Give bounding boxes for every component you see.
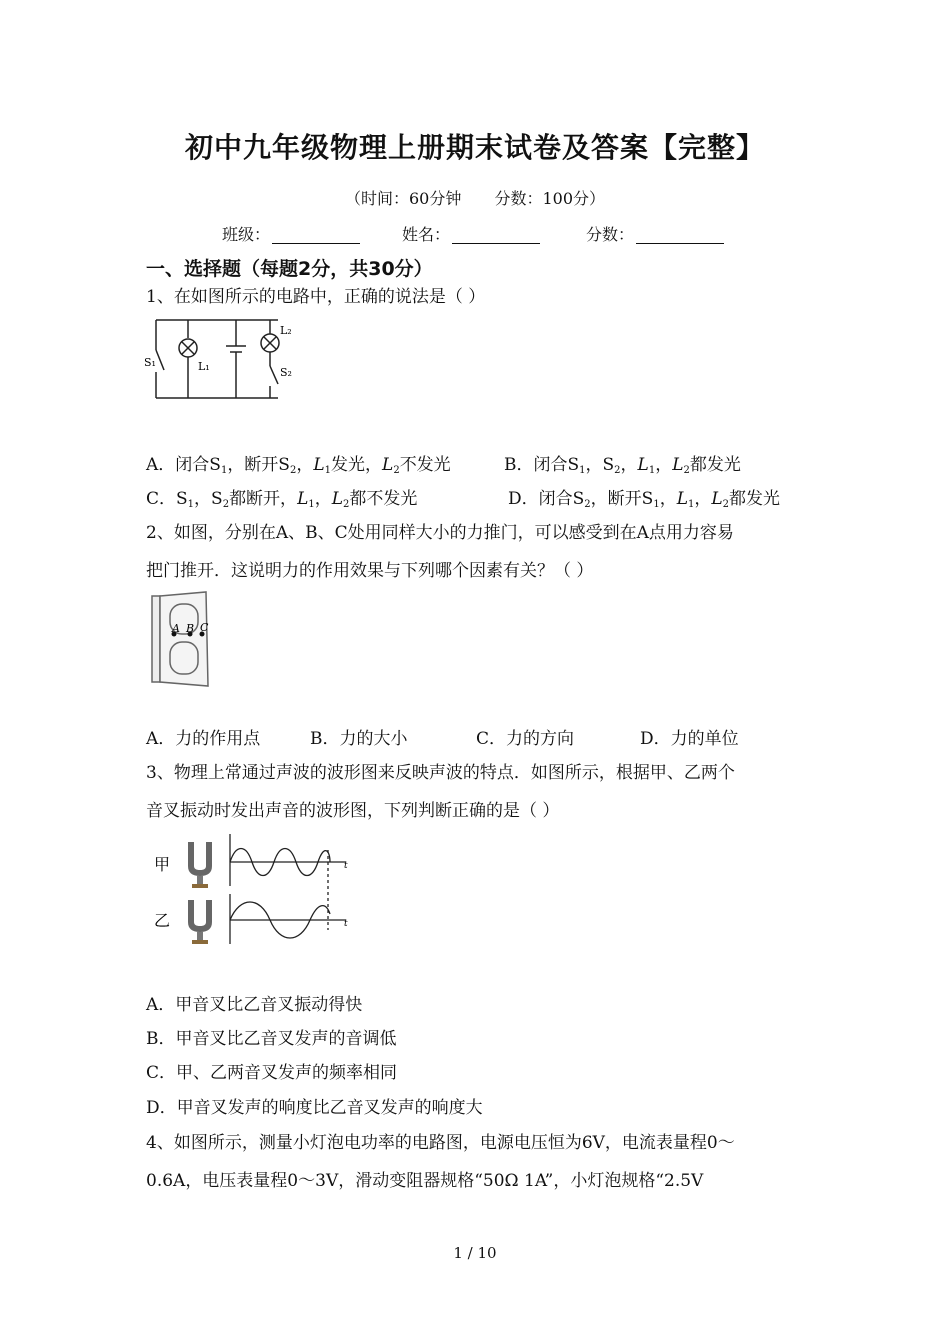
q4-stem-line1: 4、如图所示，测量小灯泡电功率的电路图，电源电压恒为6V，电流表量程0～ [146,1133,735,1153]
tuning-fork-icon [188,900,212,944]
q2-fig-b: B [186,622,195,635]
q3-fig-t2: t [344,919,348,929]
q3-option-c: C．甲、乙两音叉发声的频率相同 [146,1063,398,1083]
q3-option-a: A．甲音叉比乙音叉振动得快 [146,995,363,1015]
q2-fig-a: A [172,622,180,635]
exam-time: （时间：60分钟 [344,189,462,208]
q3-waveform-figure [150,830,360,950]
q1-option-b: B．闭合$S_1$，$S_2$，$L_1$，$L_2$都发光 [504,455,741,476]
q2-stem-line1: 2、如图，分别在A、B、C处用同样大小的力推门，可以感受到在A点用力容易 [146,523,734,543]
q1-fig-s2: S₂ [280,366,292,379]
score-blank [636,227,724,244]
score-label: 分数： [586,225,635,244]
q2-option-c: C．力的方向 [476,729,575,749]
exam-meta [0,186,950,209]
exam-score: 分数：100分） [494,189,605,208]
q2-fig-c: C [200,621,209,634]
q1-circuit-diagram [142,314,302,412]
class-label: 班级： [222,225,271,244]
q3-fig-yi: 乙 [154,911,171,930]
q3-stem-line2: 音叉振动时发出声音的波形图，下列判断正确的是（ ） [146,801,560,821]
q2-door-figure [148,590,218,690]
q1-option-d: D．闭合$S_2$，断开$S_1$，$L_1$，$L_2$都发光 [508,489,781,510]
q2-stem-line2: 把门推开．这说明力的作用效果与下列哪个因素有关？（ ） [146,561,594,581]
q1-option-a: A．闭合$S_1$，断开$S_2$，$L_1$发光，$L_2$不发光 [146,455,451,476]
q1-fig-l2: L₂ [280,324,292,337]
tuning-fork-icon [188,842,212,888]
page-number: 1 / 10 [453,1244,497,1262]
name-label: 姓名： [402,225,451,244]
class-field [222,222,360,245]
q2-option-b: B．力的大小 [310,729,408,749]
q2-option-a: A．力的作用点 [146,729,261,749]
q1-stem: 1、在如图所示的电路中，正确的说法是（ ） [146,287,486,307]
name-field [402,222,540,245]
q1-fig-l1: L₁ [198,360,210,373]
class-blank [272,227,360,244]
q3-fig-jia: 甲 [154,855,171,874]
q1-option-c: C．$S_1$，$S_2$都断开，$L_1$，$L_2$都不发光 [146,489,418,510]
q1-fig-s1: S₁ [144,356,156,369]
page-title: 初中九年级物理上册期末试卷及答案【完整】 [184,131,765,164]
score-field [586,222,724,245]
name-blank [452,227,540,244]
q3-option-b: B．甲音叉比乙音叉发声的音调低 [146,1029,397,1049]
q4-stem-line2: 0.6A，电压表量程0～3V，滑动变阻器规格“50Ω 1A”，小灯泡规格“2.5V [146,1171,704,1191]
section-heading: 一、选择题（每题2分，共30分） [146,258,433,280]
q3-fig-t1: t [344,861,348,871]
q3-stem-line1: 3、物理上常通过声波的波形图来反映声波的特点．如图所示，根据甲、乙两个 [146,763,735,783]
q3-option-d: D．甲音叉发声的响度比乙音叉发声的响度大 [146,1098,483,1118]
q2-option-d: D．力的单位 [640,729,739,749]
